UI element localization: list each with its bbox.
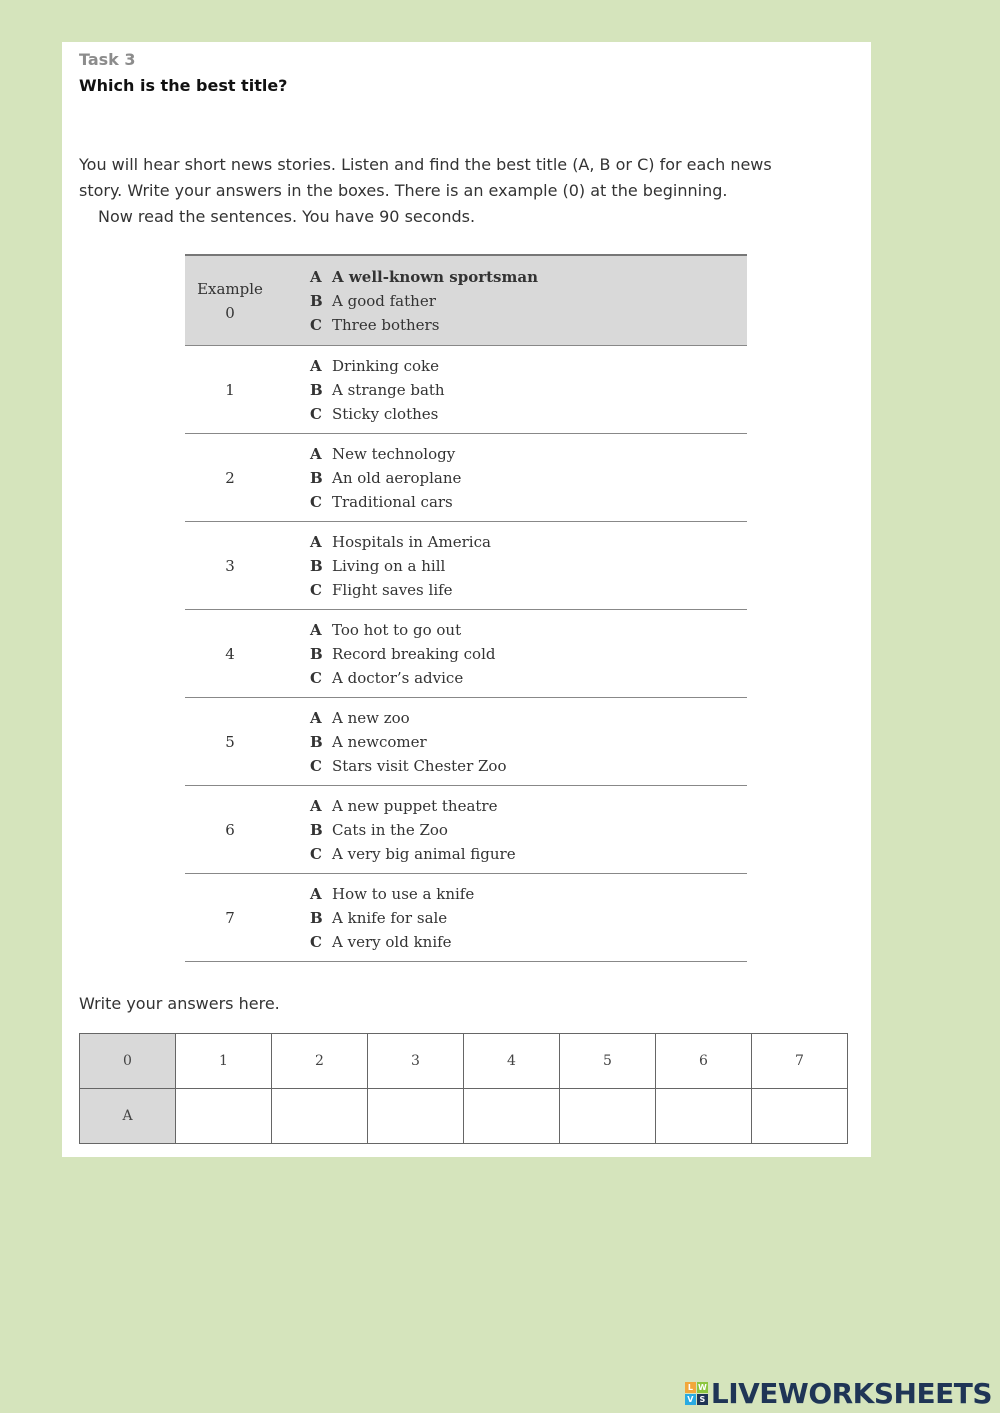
option-c bbox=[310, 490, 747, 514]
option-b bbox=[310, 730, 747, 754]
option-text: Living on a hill bbox=[332, 556, 446, 575]
option-c bbox=[310, 313, 747, 337]
question-row bbox=[185, 698, 747, 786]
question-options bbox=[275, 698, 747, 785]
option-b bbox=[310, 906, 747, 930]
option-a bbox=[310, 354, 747, 378]
option-letter: C bbox=[310, 668, 322, 687]
option-letter: B bbox=[310, 468, 323, 487]
option-letter: A bbox=[310, 267, 322, 286]
option-b bbox=[310, 289, 747, 313]
option-text: A very old knife bbox=[332, 932, 452, 951]
option-letter: C bbox=[310, 492, 322, 511]
answer-input-cell[interactable] bbox=[272, 1089, 368, 1144]
question-number bbox=[185, 786, 275, 873]
example-row bbox=[185, 256, 747, 346]
option-text: Record breaking cold bbox=[332, 644, 496, 663]
option-text: A strange bath bbox=[332, 380, 445, 399]
option-text: A new zoo bbox=[332, 708, 410, 727]
option-text: Flight saves life bbox=[332, 580, 453, 599]
answer-input-cell[interactable] bbox=[368, 1089, 464, 1144]
answer-number-row bbox=[80, 1034, 848, 1089]
answer-number-cell: 6 bbox=[656, 1034, 752, 1089]
instructions-line-2: story. Write your answers in the boxes. There is an example (0) at the beginning. bbox=[79, 181, 728, 200]
question-row bbox=[185, 346, 747, 434]
question-options bbox=[275, 346, 747, 433]
question-number bbox=[185, 522, 275, 609]
option-text: Sticky clothes bbox=[332, 404, 439, 423]
answers-label: Write your answers here. bbox=[79, 994, 280, 1013]
option-letter: B bbox=[310, 820, 323, 839]
option-letter: B bbox=[310, 291, 323, 310]
logo-tile: L bbox=[685, 1382, 696, 1393]
option-text: A very big animal figure bbox=[332, 844, 516, 863]
option-b bbox=[310, 554, 747, 578]
option-c bbox=[310, 842, 747, 866]
answer-input-cell[interactable] bbox=[464, 1089, 560, 1144]
question-options bbox=[275, 786, 747, 873]
option-a bbox=[310, 530, 747, 554]
question-number bbox=[185, 698, 275, 785]
option-text: Drinking coke bbox=[332, 356, 439, 375]
answer-input-cell[interactable] bbox=[656, 1089, 752, 1144]
option-text: A doctor’s advice bbox=[332, 668, 464, 687]
option-letter: C bbox=[310, 756, 322, 775]
option-a bbox=[310, 794, 747, 818]
option-letter: A bbox=[310, 356, 322, 375]
option-text: A new puppet theatre bbox=[332, 796, 498, 815]
question-number bbox=[185, 434, 275, 521]
liveworksheets-brand bbox=[685, 1376, 992, 1410]
option-text: Three bothers bbox=[332, 315, 440, 334]
option-b bbox=[310, 466, 747, 490]
answer-grid bbox=[79, 1033, 848, 1144]
question-number bbox=[185, 346, 275, 433]
instructions bbox=[79, 152, 869, 230]
answer-number-cell: 0 bbox=[80, 1034, 176, 1089]
option-text: An old aeroplane bbox=[332, 468, 462, 487]
answer-number-cell: 5 bbox=[560, 1034, 656, 1089]
question-number-value: 5 bbox=[225, 732, 235, 751]
option-c bbox=[310, 930, 747, 954]
option-letter: C bbox=[310, 844, 322, 863]
answer-input-cell[interactable] bbox=[752, 1089, 848, 1144]
question-label: Example bbox=[197, 279, 263, 298]
answer-number-cell: 1 bbox=[176, 1034, 272, 1089]
option-letter: B bbox=[310, 556, 323, 575]
logo-tile: S bbox=[697, 1394, 708, 1405]
option-a bbox=[310, 706, 747, 730]
logo-tile: W bbox=[697, 1382, 707, 1392]
worksheet-page bbox=[62, 42, 871, 1157]
brand-text: LIVEWORKSHEETS bbox=[710, 1376, 992, 1410]
option-text: Traditional cars bbox=[332, 492, 453, 511]
question-number-value: 4 bbox=[225, 644, 235, 663]
option-letter: C bbox=[310, 404, 322, 423]
option-letter: A bbox=[310, 796, 322, 815]
question-number-value: 3 bbox=[225, 556, 235, 575]
question-row bbox=[185, 874, 747, 962]
question-row bbox=[185, 610, 747, 698]
option-text: Stars visit Chester Zoo bbox=[332, 756, 507, 775]
option-letter: B bbox=[310, 732, 323, 751]
option-letter: A bbox=[310, 532, 322, 551]
option-text: A newcomer bbox=[332, 732, 427, 751]
option-c bbox=[310, 754, 747, 778]
option-text: Too hot to go out bbox=[332, 620, 462, 639]
option-c bbox=[310, 402, 747, 426]
option-text: New technology bbox=[332, 444, 456, 463]
option-text: Cats in the Zoo bbox=[332, 820, 448, 839]
question-number bbox=[185, 610, 275, 697]
option-b bbox=[310, 818, 747, 842]
question-options bbox=[275, 874, 747, 961]
option-b bbox=[310, 642, 747, 666]
option-c bbox=[310, 666, 747, 690]
logo-tile: V bbox=[685, 1394, 696, 1405]
instructions-line-3: Now read the sentences. You have 90 seconds. bbox=[98, 207, 476, 226]
question-options bbox=[275, 434, 747, 521]
option-b bbox=[310, 378, 747, 402]
question-number bbox=[185, 256, 275, 345]
answer-input-cell[interactable] bbox=[176, 1089, 272, 1144]
question-row bbox=[185, 522, 747, 610]
option-text: How to use a knife bbox=[332, 884, 475, 903]
question-row bbox=[185, 434, 747, 522]
answer-number-cell: 4 bbox=[464, 1034, 560, 1089]
question-number-value: 1 bbox=[225, 380, 235, 399]
option-a bbox=[310, 618, 747, 642]
question-row bbox=[185, 786, 747, 874]
instructions-line-1: You will hear short news stories. Listen and find the best title (A, B or C) for each news bbox=[79, 155, 772, 174]
option-a bbox=[310, 882, 747, 906]
question-number-value: 2 bbox=[225, 468, 235, 487]
question-number-value: 7 bbox=[225, 908, 235, 927]
answer-example-cell: A bbox=[80, 1089, 176, 1144]
answer-value-row bbox=[80, 1089, 848, 1144]
option-letter: B bbox=[310, 380, 323, 399]
option-c bbox=[310, 578, 747, 602]
liveworksheets-logo-icon bbox=[685, 1382, 708, 1405]
answer-number-cell: 2 bbox=[272, 1034, 368, 1089]
option-text: A knife for sale bbox=[332, 908, 448, 927]
option-letter: A bbox=[310, 620, 322, 639]
question-number bbox=[185, 874, 275, 961]
option-letter: B bbox=[310, 644, 323, 663]
question-options bbox=[275, 256, 747, 345]
answer-input-cell[interactable] bbox=[560, 1089, 656, 1144]
option-letter: C bbox=[310, 932, 322, 951]
question-options bbox=[275, 522, 747, 609]
question-number-value: 6 bbox=[225, 820, 235, 839]
option-a bbox=[310, 442, 747, 466]
option-letter: A bbox=[310, 884, 322, 903]
option-letter: B bbox=[310, 908, 323, 927]
option-text: A good father bbox=[332, 291, 436, 310]
option-letter: C bbox=[310, 315, 322, 334]
option-letter: A bbox=[310, 708, 322, 727]
option-a bbox=[310, 265, 747, 289]
answer-number-cell: 3 bbox=[368, 1034, 464, 1089]
question-number-value: 0 bbox=[225, 303, 235, 322]
option-text: A well-known sportsman bbox=[332, 267, 538, 286]
option-text: Hospitals in America bbox=[332, 532, 491, 551]
option-letter: C bbox=[310, 580, 322, 599]
option-letter: A bbox=[310, 444, 322, 463]
question-options bbox=[275, 610, 747, 697]
title-options-table bbox=[185, 254, 747, 962]
answer-number-cell: 7 bbox=[752, 1034, 848, 1089]
task-title: Which is the best title? bbox=[79, 76, 288, 95]
task-label: Task 3 bbox=[79, 50, 136, 69]
